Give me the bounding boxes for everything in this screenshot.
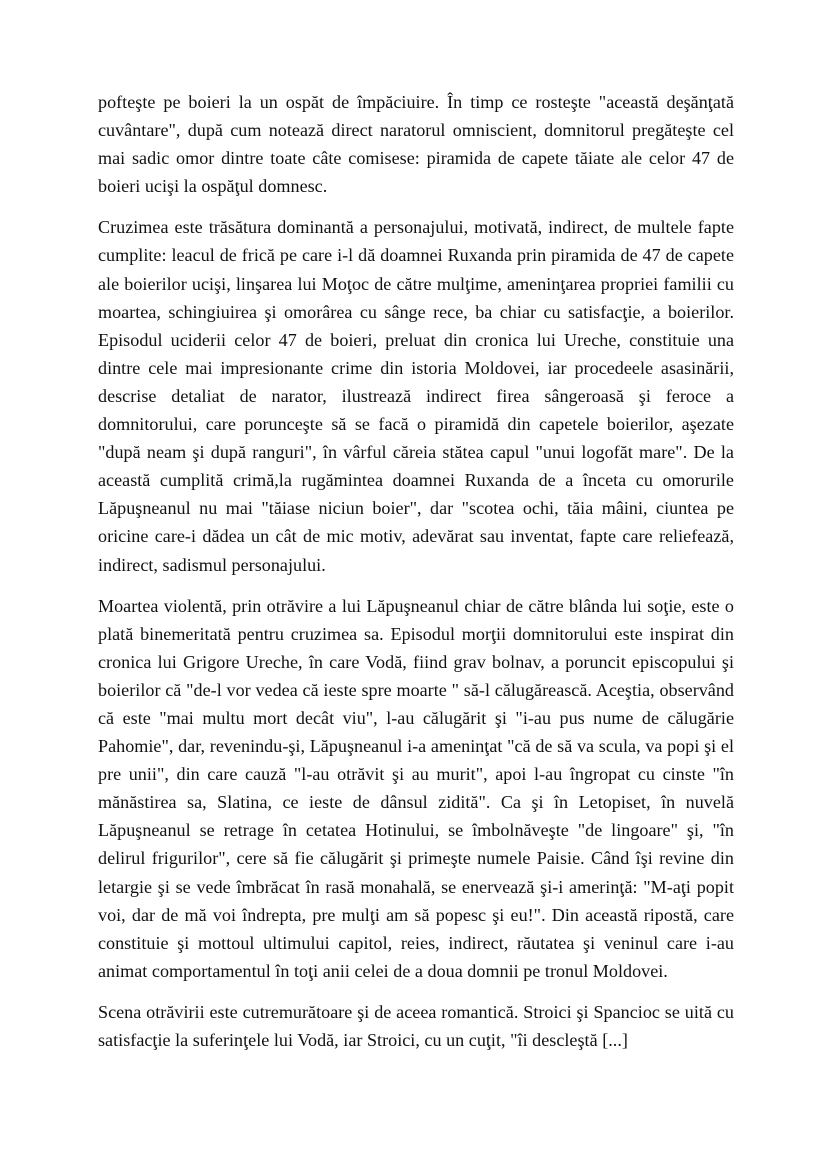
document-text-body [98, 88, 734, 1054]
paragraph-2: Cruzimea este trăsătura dominantă a personajului, motivată, indirect, de multele fapte cumplite: leacul de frică pe care i-l dă doamnei Ruxanda prin piramida de 47 de capete ale boierilor ucişi, linşarea lui Moţoc de către mulţime, ameninţarea propriei familii cu moartea, schingiuirea şi omorârea cu sânge rece, ba chiar cu satisfacţie, a boierilor. Episodul uciderii celor 47 de boieri, preluat din cronica lui Ureche, constituie una dintre cele mai impresionante crime din istoria Moldovei, iar procedeele asasinării, descrise detaliat de narator, ilustrează indirect firea sângeroasă şi feroce a domnitorului, care porunceşte să se facă o piramidă din capetele boierilor, aşezate "după neam şi după ranguri", în vârful căreia stătea capul "unui logofăt mare". De la această cumplită crimă,la rugămintea doamnei Ruxanda de a înceta cu omorurile Lăpuşneanul nu mai "tăiase niciun boier", dar "scotea ochi, tăia mâini, ciuntea pe oricine care-i dădea un cât de mic motiv, adevărat sau inventat, fapte care reliefează, indirect, sadismul personajului. [98, 217, 734, 575]
paragraph-4: Scena otrăvirii este cutremurătoare şi de aceea romantică. Stroici şi Spancioc se uită cu satisfacţie la suferinţele lui Vodă, iar Stroici, cu un cuţit, "îi descleştă [...] [98, 1001, 734, 1050]
paragraph-1: pofteşte pe boieri la un ospăt de împăciuire. În timp ce rosteşte "această deşănţată cuvântare", după cum notează direct naratorul omniscient, domnitorul pregăteşte cel mai sadic omor dintre toate câte comisese: piramida de capete tăiate ale celor 47 de boieri ucişi la ospăţul domnesc. [98, 92, 734, 197]
paragraph-3: Moartea violentă, prin otrăvire a lui Lăpuşneanul chiar de către blânda lui soţie, este o plată binemeritată pentru cruzimea sa. Episodul morţii domnitorului este inspirat din cronica lui Grigore Ureche, în care Vodă, fiind grav bolnav, a poruncit episcopului şi boierilor că "de-l vor vedea că ieste spre moarte " să-l călugărească. Aceştia, observând că este "mai multu mort decât viu", l-au călugărit şi "i-au pus nume de călugărie Pahomie", dar, revenindu-şi, Lăpuşneanul i-a ameninţat "că de să va scula, va popi şi el pre unii", din care cauză "l-au otrăvit şi au murit", apoi l-au îngropat cu cinste "în mănăstirea sa, Slatina, ce ieste de dânsul zidită". Ca şi în Letopiset, în nuvelă Lăpuşneanul se retrage în cetatea Hotinului, se îmbolnăveşte "de lingoare" şi, "în delirul frigurilor", cere să fie călugărit şi primeşte numele Paisie. Când îşi revine din letargie şi se vede îmbrăcat în rasă monahală, se enervează şi-i amerinţă: "M-aţi popit voi, dar de mă voi îndrepta, pre mulţi am să popesc şi eu!". Din această ripostă, care constituie şi mottoul ultimului capitol, reies, indirect, răutatea şi veninul care i-au animat comportamentul în toţi anii celei de a doua domnii pe tronul Moldovei. [98, 595, 734, 981]
